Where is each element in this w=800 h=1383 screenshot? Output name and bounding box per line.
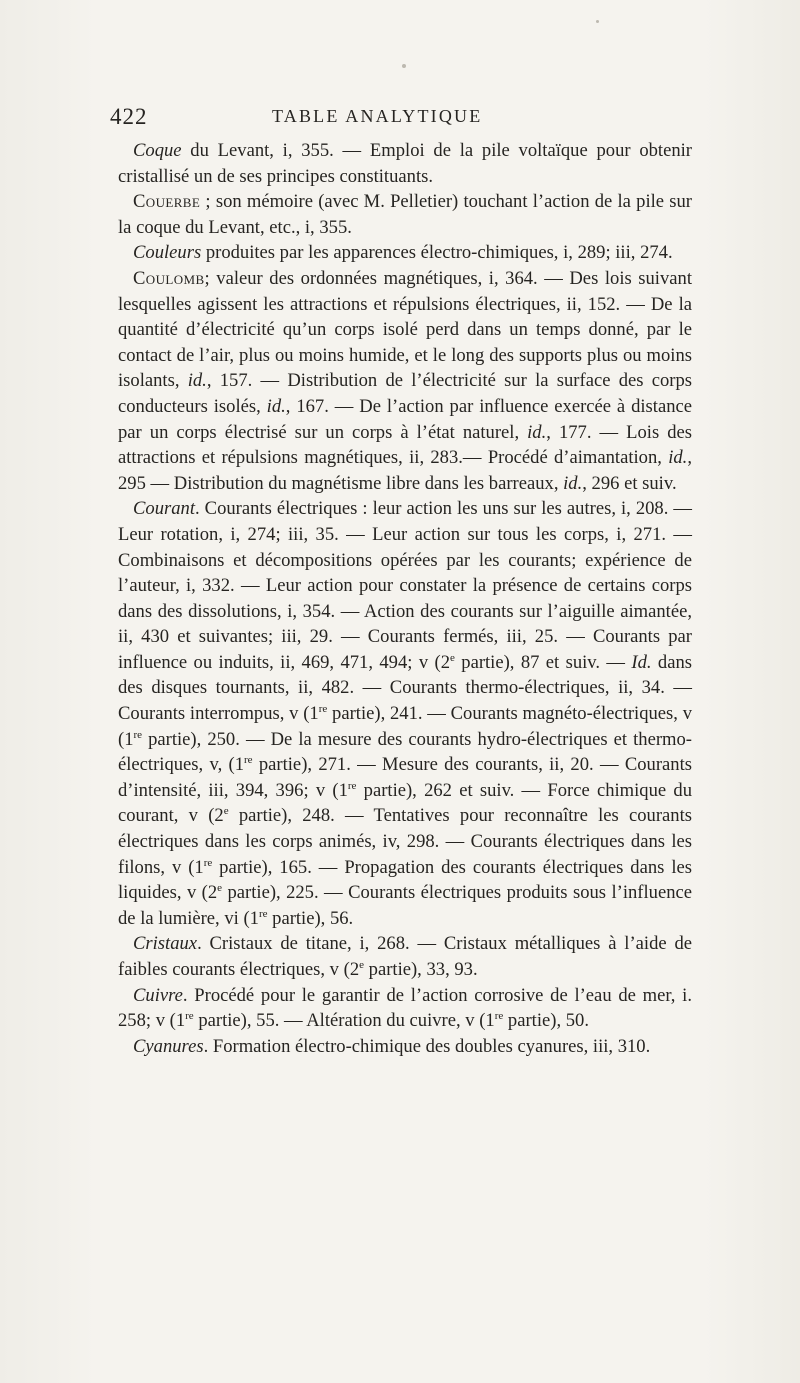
entry-text-run: partie), 248. — Tentatives pour reconnaître les courants électriques dans les corps animés, iv, 298. — Courants électriques dans les filons, v (1	[118, 805, 692, 878]
superscript-ordinal: e	[450, 651, 455, 664]
superscript-ordinal: re	[244, 754, 253, 767]
superscript-ordinal: re	[347, 779, 357, 792]
ibid-reference: id.	[563, 472, 583, 494]
entry-heading: Coulomb	[133, 267, 205, 289]
entry-text-run: . Courants électriques : leur action les uns sur les autres, i, 208. — Leur rotation, i, 274; iii, 35. — Leur action sur tous les corps, i, 271. — Combinaisons et décompositions opérées par les courants; expérience de l’auteur, i, 332. — Leur action pour constater la présence de certains corps dans des dissolutions, i, 354. — Action des courants sur l’aiguille aimantée, ii, 430 et suivantes; iii, 29. — Courants fermés, iii, 25. — Courants par influence ou induits, ii, 469, 471, 494; v (2	[118, 498, 692, 673]
entry-text-run: partie), 250. — De la mesure des courants hydro-électriques et thermo-électriques, v, (1	[118, 728, 692, 776]
ibid-reference: Id.	[631, 651, 652, 673]
entry-text	[118, 140, 692, 187]
index-entry-couerbe	[118, 189, 692, 240]
entry-text-run: . Cristaux de titane, i, 268. — Cristaux métalliques à l’aide de faibles courants électriques, v (2	[118, 933, 692, 980]
superscript-ordinal: re	[185, 1010, 194, 1023]
entry-text-run: partie), 87 et suiv. —	[454, 651, 632, 673]
entry-text-run: partie), 50.	[503, 1010, 589, 1032]
superscript-ordinal: re	[203, 856, 213, 869]
paper-speck	[402, 64, 406, 68]
entry-heading: Cuivre	[133, 984, 183, 1006]
entry-text	[204, 1036, 651, 1057]
superscript-ordinal: re	[133, 728, 143, 741]
entry-text-run: . Formation électro-chimique des doubles cyanures, iii, 310.	[203, 1035, 651, 1057]
entry-text-run: , 157. — Distribution de l’électricité sur la surface des corps conducteurs isolés,	[118, 370, 692, 417]
entry-heading: Coque	[133, 140, 182, 161]
entry-text-run: . Procédé pour le garantir de l’action corrosive de l’eau de mer, i. 258; v (1	[118, 984, 692, 1032]
ibid-reference: id.	[266, 395, 286, 417]
entry-text	[201, 242, 672, 263]
entry-text-run: partie), 55. — Altération du cuivre, v (1	[193, 1010, 495, 1032]
paper-speck	[596, 20, 599, 23]
entry-text-run: partie), 165. — Propagation des courants électriques dans les liquides, v (2	[118, 856, 692, 904]
superscript-ordinal: e	[359, 959, 365, 971]
index-entry-courant	[118, 496, 692, 931]
index-entry-cyanures	[118, 1034, 692, 1060]
index-body	[118, 138, 692, 1059]
index-entry-coque	[118, 138, 692, 189]
entry-text-run: produites par les apparences électro-chimiques, i, 289; iii, 274.	[201, 242, 673, 264]
entry-text-run: , 295 — Distribution du magnétisme libre dans les barreaux,	[118, 447, 692, 494]
index-entry-coulomb	[118, 266, 692, 496]
entry-text-run: , 296 et suiv.	[582, 472, 677, 494]
running-title: TABLE ANALYTIQUE	[272, 106, 483, 126]
entry-text-run: partie), 56.	[267, 907, 354, 929]
index-entry-cuivre	[118, 983, 692, 1034]
entry-text	[118, 191, 692, 238]
entry-heading: Cristaux	[133, 933, 198, 955]
entry-text	[118, 985, 692, 1032]
index-entry-cristaux	[118, 931, 692, 982]
superscript-ordinal: re	[258, 907, 268, 920]
entry-text-run: ; son mémoire (avec M. Pelletier) touchant l’action de la pile sur la coque du Levant, etc., i, 355.	[118, 191, 692, 238]
index-entry-couleurs	[118, 240, 692, 266]
entry-text	[118, 933, 692, 980]
entry-heading: Cyanures	[133, 1035, 204, 1057]
entry-text-run: du Levant, i, 355. — Emploi de la pile voltaïque pour obtenir cristallisé un de ses principes constituants.	[118, 140, 692, 187]
ibid-reference: id.	[527, 421, 547, 443]
entry-text-run: ; valeur des ordonnées magnétiques, i, 364. — Des lois suivant lesquelles agissent les attractions et répulsions électriques, ii, 152. — De la quantité d’électricité qu’un corps isolé perd dans un temps donné, par le contact de l’air, plus ou moins humide, et le long des supports plus ou moins isolants,	[118, 267, 692, 392]
ibid-reference: id.	[668, 447, 688, 469]
entry-text-run: partie), 241. — Courants magnéto-électriques, v (1	[118, 703, 693, 750]
entry-text-run: dans des disques tournants, ii, 482. — Courants thermo-électriques, ii, 34. — Courants interrompus, v (1	[118, 651, 692, 725]
entry-text-run: partie), 33, 93.	[364, 959, 478, 980]
entry-text-run: partie), 271. — Mesure des courants, ii, 20. — Courants d’intensité, iii, 394, 396; v (1	[118, 754, 692, 801]
superscript-ordinal: re	[494, 1010, 504, 1023]
superscript-ordinal: re	[318, 703, 328, 716]
entry-text-run: , 177. — Lois des attractions et répulsions magnétiques, ii, 283.— Procédé d’aimantation,	[118, 421, 693, 469]
entry-heading: Couerbe	[133, 191, 201, 213]
entry-text-run: , 167. — De l’action par influence exercée à distance par un corps électrisé sur un corps à l’état naturel,	[118, 395, 692, 443]
page-header	[110, 104, 688, 134]
entry-text	[118, 498, 692, 929]
page-number: 422	[110, 104, 148, 129]
entry-text-run: partie), 225. — Courants électriques produits sous l’influence de la lumière, vi (1	[118, 882, 692, 929]
entry-text-run: partie), 262 et suiv. — Force chimique du courant, v (2	[118, 779, 692, 827]
entry-text	[118, 268, 692, 494]
superscript-ordinal: e	[223, 805, 229, 818]
ibid-reference: id.	[187, 370, 207, 392]
entry-heading: Couleurs	[133, 242, 202, 264]
superscript-ordinal: e	[217, 882, 223, 895]
entry-heading: Courant	[133, 498, 195, 520]
